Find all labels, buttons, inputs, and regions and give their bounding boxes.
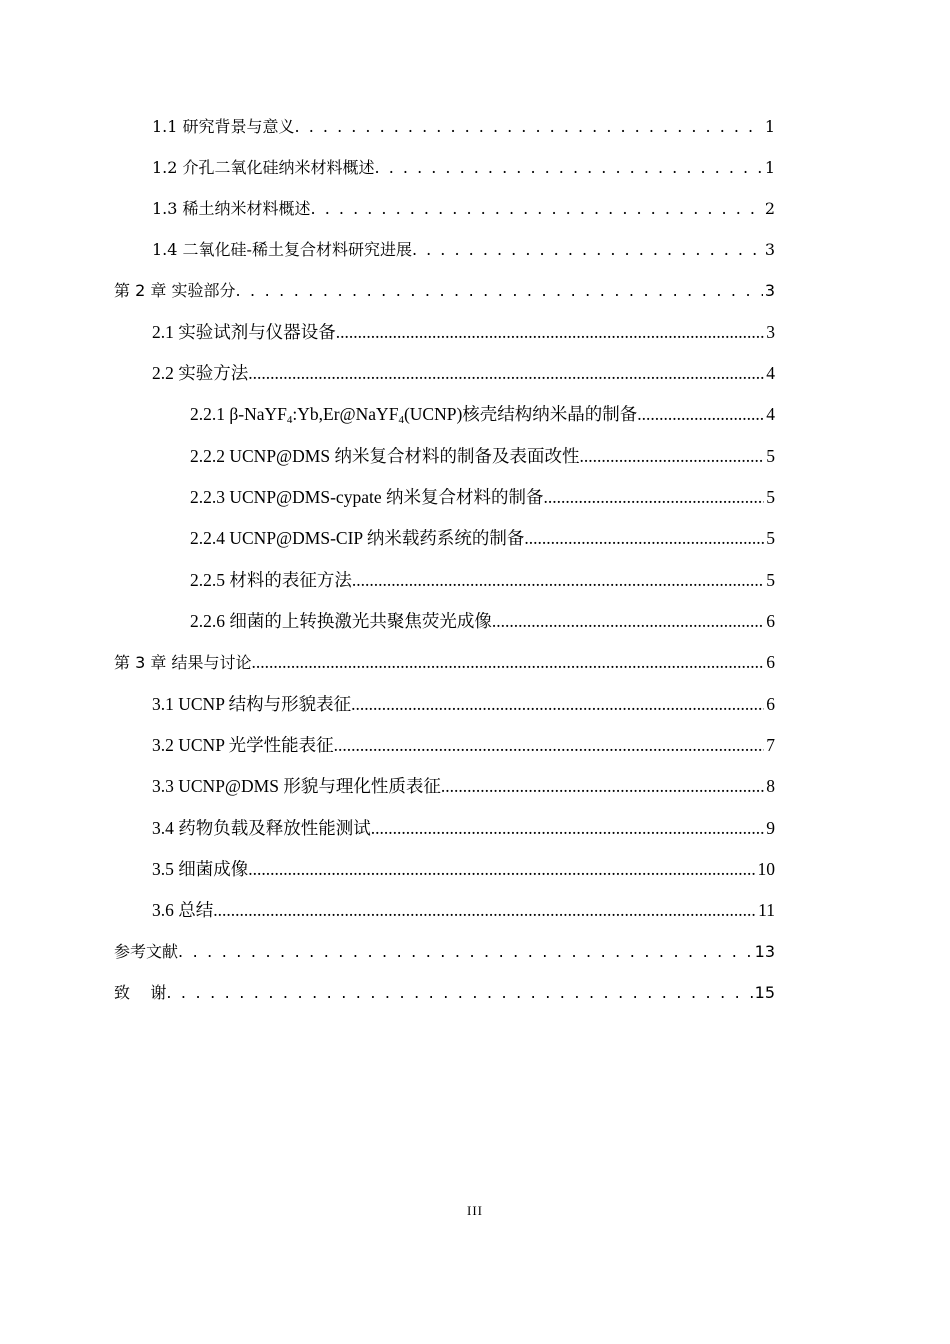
- dot-leader: [251, 650, 764, 674]
- toc-entry-page: 7: [766, 735, 775, 755]
- dot-leader: [637, 402, 764, 426]
- toc-entry-title: 2.2.5 材料的表征方法: [190, 570, 352, 590]
- dot-leader: [492, 609, 764, 633]
- dot-leader: [166, 981, 752, 1005]
- toc-entry-page: 5: [766, 570, 775, 590]
- dot-leader: [371, 816, 765, 840]
- toc-entry-title: 3.1 UCNP 结构与形貌表征: [152, 694, 352, 714]
- toc-entry-2-2-4[interactable]: [190, 526, 775, 550]
- dot-leader: [441, 774, 764, 798]
- toc-entry-page: 5: [766, 487, 775, 507]
- toc-entry-3-2[interactable]: [152, 733, 775, 757]
- title-part: :Yb,Er@NaYF: [292, 404, 399, 424]
- toc-entry-title: 1.4 二氧化硅-稀土复合材料研究进展: [152, 240, 412, 259]
- dot-leader: [311, 197, 763, 221]
- toc-entry-page: 6: [766, 611, 775, 631]
- toc-entry-title: 1.2 介孔二氧化硅纳米材料概述: [152, 158, 375, 177]
- toc-entry-page: 4: [766, 363, 775, 383]
- toc-entry-2-2-3[interactable]: [190, 485, 775, 509]
- toc-entry-1-1[interactable]: [152, 115, 775, 139]
- toc-entry-3-3[interactable]: [152, 774, 775, 798]
- subscript: 4: [286, 414, 293, 426]
- toc-entry-title: 2.2.3 UCNP@DMS-cypate 纳米复合材料的制备: [190, 487, 544, 507]
- title-part: (UCNP)核壳结构纳米晶的制备: [403, 404, 638, 424]
- toc-entry-page: 4: [766, 404, 775, 424]
- toc-entry-page: 6: [766, 694, 775, 714]
- toc-entry-1-4[interactable]: [152, 238, 775, 262]
- toc-entry-title: 2.2.2 UCNP@DMS 纳米复合材料的制备及表面改性: [190, 446, 580, 466]
- toc-entry-page: 5: [766, 446, 775, 466]
- toc-entry-title: [190, 402, 637, 426]
- dot-leader: [178, 940, 753, 964]
- dot-leader: [375, 156, 763, 180]
- dot-leader: [248, 857, 755, 881]
- toc-entry-title: 3.3 UCNP@DMS 形貌与理化性质表征: [152, 776, 441, 796]
- toc-entry-3-1[interactable]: [152, 692, 775, 716]
- toc-entry-2-2-1[interactable]: [190, 402, 775, 426]
- toc-entry-3-5[interactable]: [152, 857, 775, 881]
- toc-entry-page: 9: [766, 818, 775, 838]
- title-part: 2.2.1 β-NaYF: [190, 404, 287, 424]
- dot-leader: [352, 568, 764, 592]
- toc-chapter-2[interactable]: [114, 279, 775, 303]
- toc-entry-page: 3: [764, 240, 775, 259]
- toc-references[interactable]: [114, 940, 775, 964]
- dot-leader: [295, 115, 763, 139]
- toc-entry-1-2[interactable]: [152, 156, 775, 180]
- dot-leader: [524, 526, 764, 550]
- toc-entry-title: 1.3 稀土纳米材料概述: [152, 199, 311, 218]
- toc-entry-2-2-5[interactable]: [190, 568, 775, 592]
- toc-entry-page: 3: [766, 322, 775, 342]
- dot-leader: [235, 279, 762, 303]
- dot-leader: [351, 692, 764, 716]
- toc-entry-page: 6: [766, 652, 775, 672]
- toc-entry-2-2-6[interactable]: [190, 609, 775, 633]
- dot-leader: [412, 238, 763, 262]
- toc-entry-title: 致 谢: [114, 983, 167, 1002]
- dot-leader: [336, 320, 765, 344]
- toc-entry-page: 1: [764, 117, 775, 136]
- dot-leader: [213, 898, 756, 922]
- toc-entry-title: 2.2 实验方法: [152, 363, 249, 383]
- toc-entry-title: 3.5 细菌成像: [152, 859, 249, 879]
- toc-chapter-3[interactable]: [114, 650, 775, 674]
- page-number: III: [467, 1203, 483, 1218]
- toc-entry-page: 1: [764, 158, 775, 177]
- toc-entry-title: 3.4 药物负载及释放性能测试: [152, 818, 371, 838]
- toc-entry-2-2-2[interactable]: [190, 444, 775, 468]
- toc-acknowledgements[interactable]: [114, 981, 775, 1005]
- toc-entry-page: 5: [766, 528, 775, 548]
- toc-entry-title: 3.6 总结: [152, 900, 214, 920]
- dot-leader: [579, 444, 764, 468]
- toc-entry-title: 2.1 实验试剂与仪器设备: [152, 322, 336, 342]
- toc-entry-title: 参考文献: [114, 942, 179, 961]
- dot-leader: [334, 733, 765, 757]
- toc-entry-1-3[interactable]: [152, 197, 775, 221]
- subscript: 4: [398, 414, 404, 426]
- toc-entry-3-6[interactable]: [152, 898, 775, 922]
- toc-entry-title: 1.1 研究背景与意义: [152, 117, 295, 136]
- toc-entry-page: 10: [757, 859, 775, 879]
- toc-entry-page: 13: [754, 942, 775, 961]
- toc-entry-2-1[interactable]: [152, 320, 775, 344]
- toc-entry-title: 第 2 章 实验部分: [114, 281, 236, 300]
- dot-leader: [543, 485, 764, 509]
- toc-entry-title: 2.2.4 UCNP@DMS-CIP 纳米载药系统的制备: [190, 528, 525, 548]
- toc-entry-2-2[interactable]: [152, 361, 775, 385]
- toc-entry-page: 3: [764, 281, 775, 300]
- toc-entry-title: 3.2 UCNP 光学性能表征: [152, 735, 334, 755]
- dot-leader: [248, 361, 764, 385]
- toc-entry-page: 8: [766, 776, 775, 796]
- toc-entry-page: 11: [758, 900, 775, 920]
- toc-entry-title: 2.2.6 细菌的上转换激光共聚焦荧光成像: [190, 611, 492, 631]
- toc-entry-page: 2: [764, 199, 775, 218]
- toc-entry-title: 第 3 章 结果与讨论: [114, 653, 252, 672]
- toc-entry-page: 15: [754, 983, 775, 1002]
- toc-entry-3-4[interactable]: [152, 816, 775, 840]
